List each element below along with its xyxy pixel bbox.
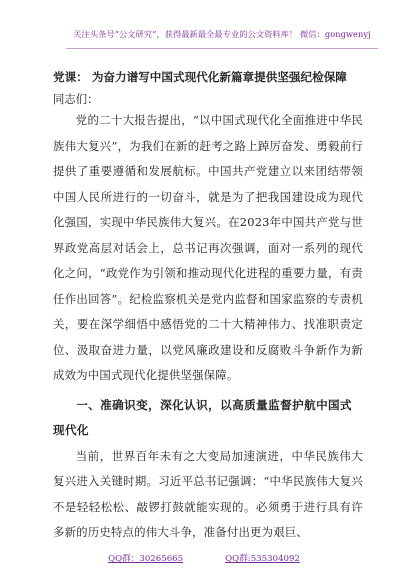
document-body bbox=[53, 60, 363, 546]
header-banner-text: 关注头条号“公文研究”，获得最新最全最专业的公文资料库！ 微信：gongwenyj bbox=[73, 28, 371, 39]
section-heading: 一、准确识变，深化认识，以高质量监督护航中国式现代化 bbox=[53, 397, 353, 437]
footer bbox=[0, 549, 408, 567]
header-banner bbox=[66, 20, 378, 49]
footer-qq-group-link[interactable]: QQ群：30265665 bbox=[108, 554, 184, 564]
salutation: 同志们： bbox=[53, 92, 99, 106]
document-title: 党课： 为奋力谱写中国式现代化新篇章提供坚强纪检保障 bbox=[53, 70, 347, 84]
body-paragraph: 党的二十大报告提出，“以中国式现代化全面推进中华民族伟大复兴”，为我们在新的赶考之路上踔厉奋发、勇毅前行提供了重要遵循和发展航标。中国共产党建立以来团结带领中国人民所进行的一切奋斗，就是为了把我国建设成为现代化强国，实现中华民族伟大复兴。在2023年中国共产党与世界政党高层对话会上，总书记再次强调，面对一系列的现代化之问，“政党作为引领和推动现代化进程的重要力量，有责任作出回答”。纪检监察机关是党内监督和国家监察的专责机关，要在深学细悟中感悟党的二十大精神伟力、找准职责定位、汲取奋进力量，以党风廉政建设和反腐败斗争新作为新成效为中国式现代化提供坚强保障。 bbox=[53, 113, 363, 382]
footer-qq-group-link[interactable]: QQ群:535304092 bbox=[225, 554, 300, 564]
body-paragraph: 当前，世界百年未有之大变局加速演进，中华民族伟大复兴进入关键时期。习近平总书记强调：“中华民族伟大复兴不是轻轻松松、敲锣打鼓就能实现的。必须勇于进行具有许多新的历史特点的伟大斗争，准备付出更为艰巨、 bbox=[53, 448, 363, 539]
